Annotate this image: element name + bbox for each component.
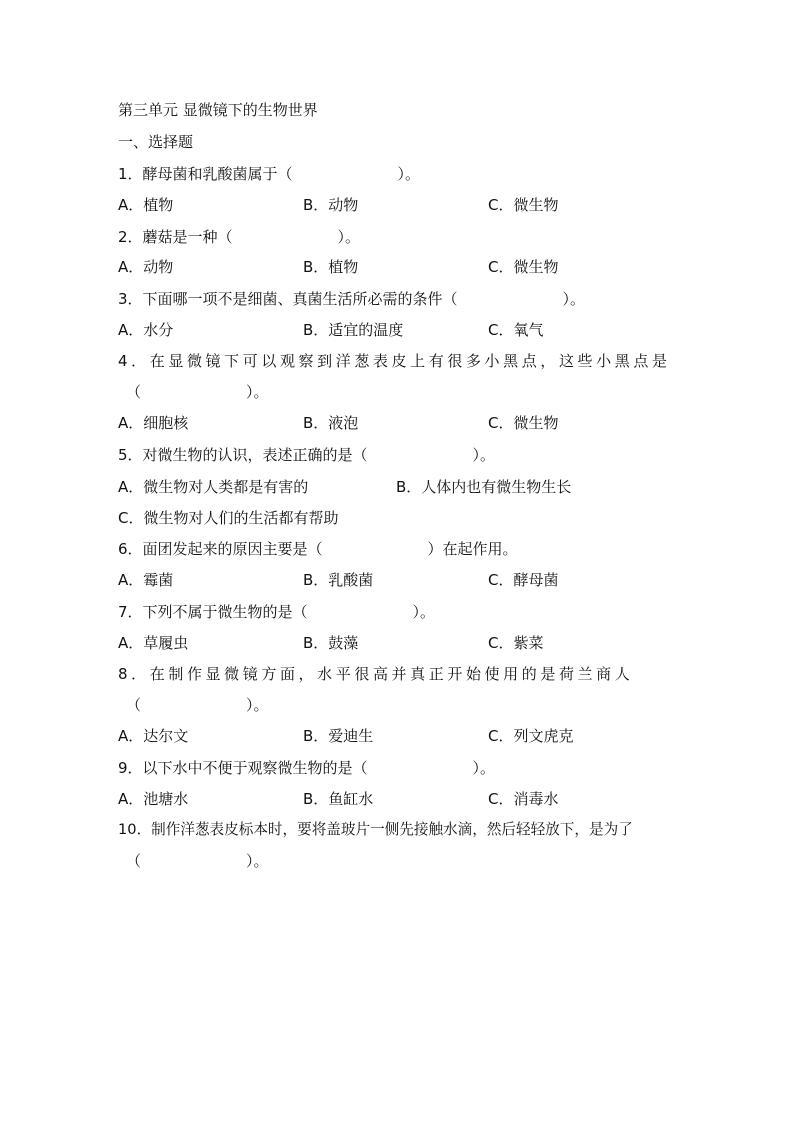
question-8-line-2: （ ）。 — [126, 696, 269, 714]
unit-title: 第三单元 显微镜下的生物世界 — [118, 101, 318, 119]
q2-option-b: B．植物 — [303, 258, 359, 276]
q8-option-a: A．达尔文 — [118, 727, 189, 745]
question-4-line-1: 4．在显微镜下可以观察到洋葱表皮上有很多小黑点，这些小黑点是 — [118, 352, 671, 370]
q3-option-a: A．水分 — [118, 321, 174, 339]
question-9: 9．以下水中不便于观察微生物的是（ ）。 — [118, 759, 496, 777]
q9-option-c: C．消毒水 — [488, 790, 559, 808]
q4-option-a: A．细胞核 — [118, 414, 189, 432]
q8-option-c: C．列文虎克 — [488, 727, 574, 745]
question-10-line-1: 10．制作洋葱表皮标本时，要将盖玻片一侧先接触水滴，然后轻轻放下，是为了 — [118, 821, 633, 838]
q5-option-c: C．微生物对人们的生活都有帮助 — [118, 509, 339, 527]
question-6: 6．面团发起来的原因主要是（ ）在起作用。 — [118, 540, 518, 558]
question-3: 3．下面哪一项不是细菌、真菌生活所必需的条件（ ）。 — [118, 290, 586, 308]
q6-option-b: B．乳酸菌 — [303, 571, 374, 589]
q2-option-a: A．动物 — [118, 258, 174, 276]
q9-option-b: B．鱼缸水 — [303, 790, 374, 808]
question-10-line-2: （ ）。 — [126, 852, 269, 870]
q3-option-b: B．适宜的温度 — [303, 321, 404, 339]
q1-option-a: A．植物 — [118, 196, 174, 214]
q1-option-c: C．微生物 — [488, 196, 559, 214]
question-4-line-2: （ ）。 — [126, 383, 269, 401]
q7-option-c: C．紫菜 — [488, 634, 544, 652]
q3-option-c: C．氧气 — [488, 321, 544, 339]
question-5: 5．对微生物的认识，表述正确的是（ ）。 — [118, 446, 496, 464]
q4-option-b: B．液泡 — [303, 414, 359, 432]
q9-option-a: A．池塘水 — [118, 790, 189, 808]
q5-option-a: A．微生物对人类都是有害的 — [118, 478, 309, 496]
q7-option-a: A．草履虫 — [118, 634, 189, 652]
section-heading: 一、选择题 — [118, 133, 194, 151]
q4-option-c: C．微生物 — [488, 414, 559, 432]
q8-option-b: B．爱迪生 — [303, 727, 374, 745]
q7-option-b: B．鼓藻 — [303, 634, 359, 652]
q2-option-c: C．微生物 — [488, 258, 559, 276]
q6-option-a: A．霉菌 — [118, 571, 174, 589]
question-8-line-1: 8．在制作显微镜方面，水平很高并真正开始使用的是荷兰商人 — [118, 665, 634, 683]
question-7: 7．下列不属于微生物的是（ ）。 — [118, 603, 436, 621]
q5-option-b: B．人体内也有微生物生长 — [396, 478, 572, 496]
q1-option-b: B．动物 — [303, 196, 359, 214]
q6-option-c: C．酵母菌 — [488, 571, 559, 589]
question-1: 1．酵母菌和乳酸菌属于（ ）。 — [118, 165, 421, 183]
question-2: 2．蘑菇是一种（ ）。 — [118, 228, 361, 246]
